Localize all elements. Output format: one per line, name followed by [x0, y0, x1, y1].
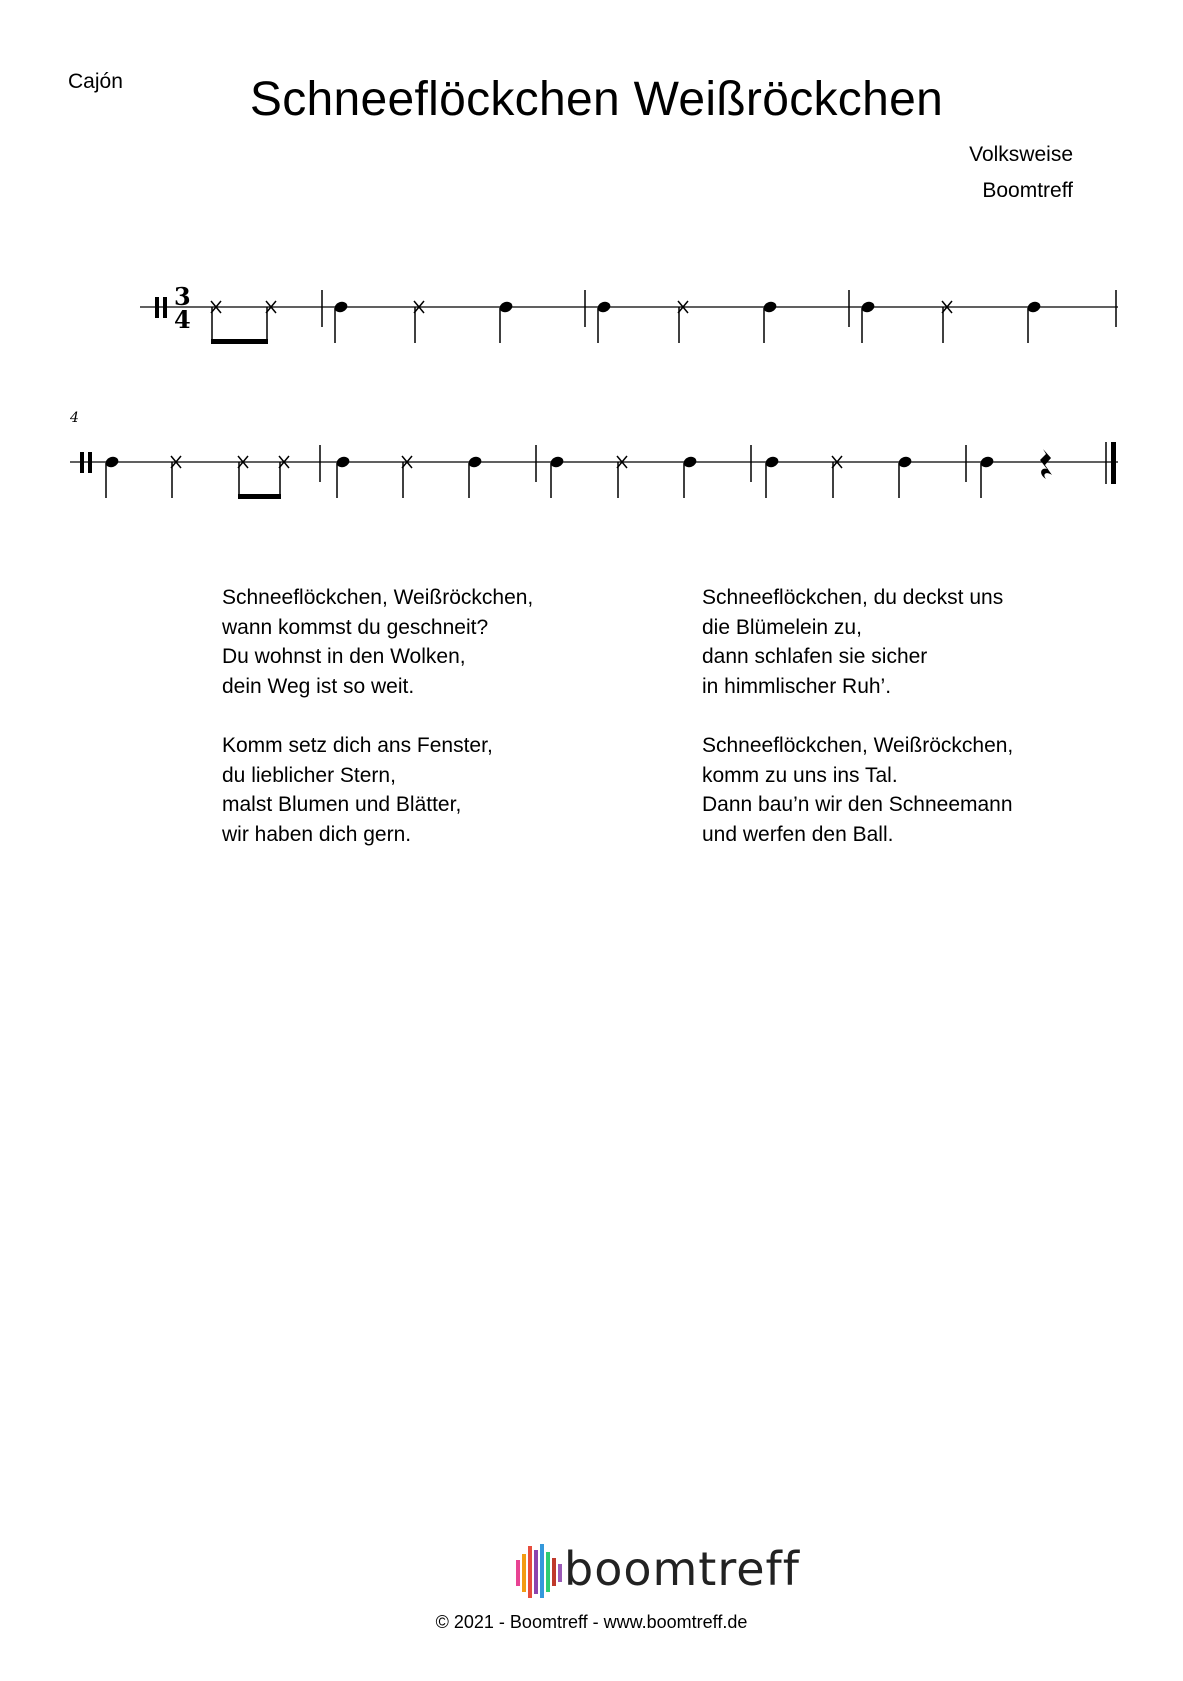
- lyrics-line: du lieblicher Stern,: [222, 763, 396, 787]
- instrument-label: Cajón: [68, 70, 123, 93]
- score-notation: [0, 0, 1183, 540]
- lyrics-line: in himmlischer Ruh’.: [702, 674, 892, 698]
- lyrics-line: die Blümelein zu,: [702, 615, 862, 639]
- lyrics-line: Schneeflöckchen, du deckst uns: [702, 586, 1004, 609]
- percussion-clef: [80, 452, 84, 473]
- lyrics-line: dein Weg ist so weit.: [222, 674, 415, 698]
- lyrics-line: und werfen den Ball.: [702, 822, 894, 846]
- lyrics-stanza: [702, 731, 1013, 849]
- lyrics-line: malst Blumen und Blätter,: [222, 793, 462, 816]
- lyrics-stanza: [222, 583, 533, 701]
- song-title: Schneeflöckchen Weißröckchen: [249, 73, 944, 126]
- beam: [211, 339, 268, 344]
- lyrics-column-left: [222, 583, 533, 879]
- lyrics-line: wir haben dich gern.: [222, 822, 412, 846]
- lyrics-line: Dann bau’n wir den Schneemann: [702, 793, 1013, 816]
- percussion-clef: [155, 297, 159, 318]
- logo-bars-icon: [514, 1540, 564, 1600]
- beam: [238, 494, 281, 499]
- lyrics-column-right: [702, 583, 1013, 879]
- lyrics-line: Du wohnst in den Wolken,: [222, 645, 466, 668]
- time-signature-top: 3: [174, 282, 191, 311]
- arranger-credit: Boomtreff: [982, 179, 1073, 202]
- boomtreff-logo: [514, 1540, 800, 1600]
- copyright-footer: © 2021 - Boomtreff - www.boomtreff.de: [435, 1612, 748, 1632]
- lyrics-stanza: [222, 731, 533, 849]
- lyrics-line: komm zu uns ins Tal.: [702, 763, 898, 787]
- lyrics-stanza: [702, 583, 1013, 701]
- lyrics-line: Schneeflöckchen, Weißröckchen,: [702, 734, 1014, 757]
- logo-wordmark: boomtreff: [564, 1542, 800, 1596]
- lyrics-line: wann kommst du geschneit?: [222, 615, 489, 639]
- lyrics-line: Komm setz dich ans Fenster,: [222, 734, 493, 757]
- lyrics-line: Schneeflöckchen, Weißröckchen,: [222, 586, 534, 609]
- time-signature-bottom: 4: [174, 305, 191, 334]
- composer-credit: Volksweise: [969, 143, 1073, 166]
- lyrics-line: dann schlafen sie sicher: [702, 645, 928, 668]
- quarter-rest: [1040, 449, 1052, 479]
- measure-number: 4: [70, 410, 79, 426]
